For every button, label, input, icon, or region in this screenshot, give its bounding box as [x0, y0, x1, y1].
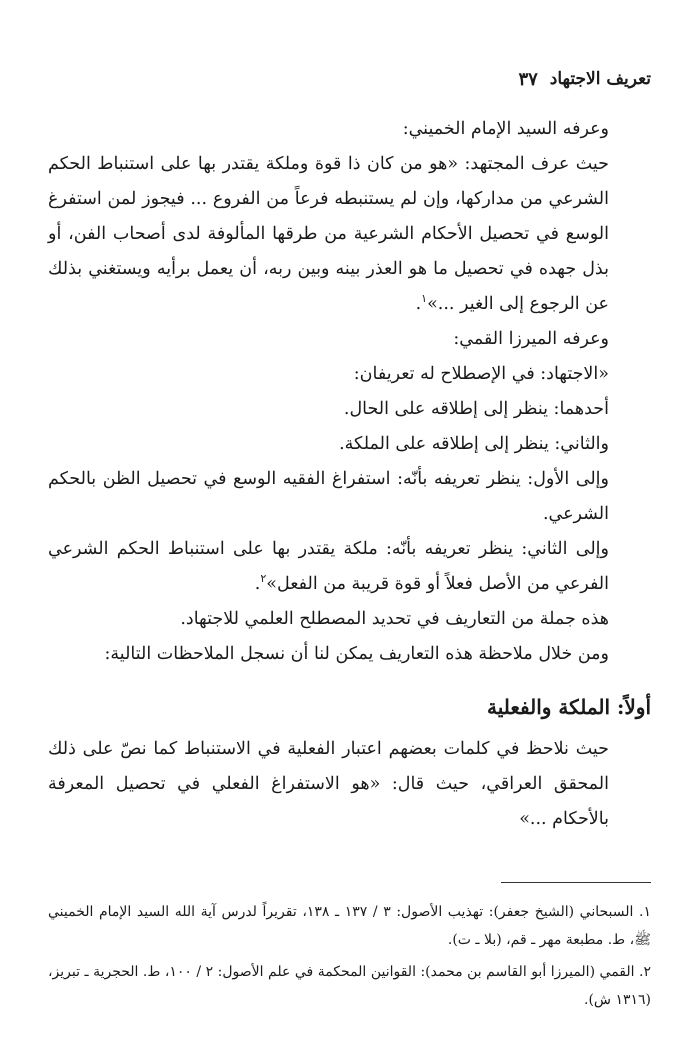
paragraph: والثاني: ينظر إلى إطلاقه على الملكة.	[339, 434, 609, 454]
paragraph-quote-qummi	[48, 532, 651, 602]
quote-text: حيث عرف المجتهد: «هو من كان ذا قوة وملكة يقتدر بها على استنباط الحكم الشرعي من مداركها، وإن لم يستنبطه فرعاً من الفروع ... فيجوز لمن استفرغ الوسع في تحصيل الأحكام الشرعية من طرقها المألوفة لدى أصحاب الفن، أو بذل جهده في تحصيل ما هو العذر بينه وبين ربه، أن يعمل برأيه ويستغني بذلك عن الرجوع إلى الغير ...»	[48, 154, 609, 314]
footnote-2: ٢. القمي (الميرزا أبو القاسم بن محمد): القوانين المحكمة في علم الأصول: ٢ / ١٠٠، ط. الحجرية ـ تبريز، (١٣١٦ ش).	[48, 964, 652, 1008]
paragraph: أحدهما: ينظر إلى إطلاقه على الحال.	[343, 399, 609, 419]
footnote-ref: ٢	[260, 572, 267, 586]
main-text	[48, 112, 651, 837]
sentence-end: .	[415, 294, 422, 314]
paragraph: «الاجتهاد: في الإصطلاح له تعريفان:	[353, 364, 609, 384]
sentence-end: .	[254, 574, 261, 594]
running-header	[48, 64, 651, 94]
paragraph: وعرفه السيد الإمام الخميني:	[402, 119, 609, 139]
footnote-divider	[501, 882, 651, 883]
paragraph: وعرفه الميرزا القمي:	[453, 329, 609, 349]
paragraph: حيث نلاحظ في كلمات بعضهم اعتبار الفعلية في الاستنباط كما نصّ على ذلك المحقق العراقي، حيث قال: «هو الاستفراغ الفعلي في تحصيل المعرفة بالأحكام ...»	[48, 739, 609, 829]
quote-text: وإلى الثاني: ينظر تعريفه بأنّه: ملكة يقتدر بها على استنباط الحكم الشرعي الفرعي من الأصل فعلاً أو قوة قريبة من الفعل»	[48, 539, 609, 594]
paragraph-quote-khomeini	[48, 147, 651, 322]
section-heading: أولاً: الملكة والفعلية	[487, 695, 651, 719]
paragraph: هذه جملة من التعاريف في تحديد المصطلح العلمي للاجتهاد.	[180, 609, 609, 629]
page-number: ٣٧	[518, 68, 538, 90]
paragraph: ومن خلال ملاحظة هذه التعاريف يمكن لنا أن نسجل الملاحظات التالية:	[104, 644, 609, 664]
footnote-1: ١. السبحاني (الشيخ جعفر): تهذيب الأصول: ٣ / ١٣٧ ـ ١٣٨، تقريراً لدرس آية الله السيد الإمام الخميني ﷺ، ط. مطبعة مهر ـ قم، (بلا ـ ت).	[48, 904, 651, 948]
paragraph: وإلى الأول: ينظر تعريفه بأنّه: استفراغ الفقيه الوسع في تحصيل الظن بالحكم الشرعي.	[48, 469, 609, 524]
footnotes	[48, 898, 651, 1018]
header-title: تعريف الاجتهاد	[549, 69, 651, 89]
footnote-ref: ١	[421, 292, 428, 306]
document-page	[48, 0, 651, 1053]
